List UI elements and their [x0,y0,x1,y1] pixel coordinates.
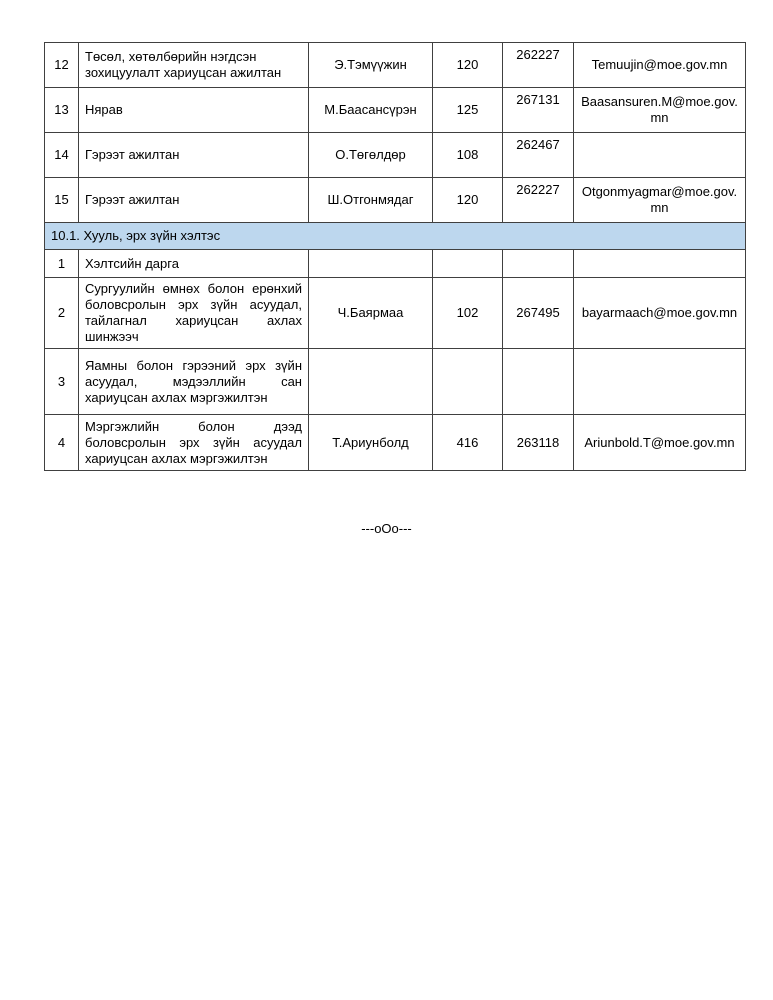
row-number-cell: 1 [45,250,79,278]
extension-cell: 108 [433,133,503,178]
email-cell: Ariunbold.T@moe.gov.mn [574,415,746,471]
table-row [45,278,746,349]
position-cell: Гэрээт ажилтан [79,178,309,223]
phone-cell: 262467 [503,133,574,178]
extension-cell: 416 [433,415,503,471]
row-number-cell: 3 [45,349,79,415]
extension-cell: 120 [433,43,503,88]
name-cell: Т.Ариунболд [309,415,433,471]
page-footer-separator: ---оОо--- [361,521,412,536]
row-number-cell: 12 [45,43,79,88]
phone-cell: 263118 [503,415,574,471]
email-cell: bayarmaach@moe.gov.mn [574,278,746,349]
table-row [45,43,746,88]
table-row [45,133,746,178]
name-cell [309,250,433,278]
row-number-cell: 4 [45,415,79,471]
position-cell: Мэргэжлийн болон дээд боловсролын эрх зүйн асуудал хариуцсан ахлах мэргэжилтэн [79,415,309,471]
section-title: 10.1. Хууль, эрх зүйн хэлтэс [45,223,746,250]
position-cell: Төсөл, хөтөлбөрийн нэгдсэн зохицуулалт хариуцсан ажилтан [79,43,309,88]
row-number-cell: 2 [45,278,79,349]
phone-cell [503,349,574,415]
name-cell: Э.Тэмүүжин [309,43,433,88]
table-row [45,88,746,133]
extension-cell [433,349,503,415]
extension-cell: 120 [433,178,503,223]
extension-cell: 102 [433,278,503,349]
staff-table [44,42,746,471]
position-cell: Сургуулийн өмнөх болон ерөнхий боловсролын эрх зүйн асуудал, тайлагнал хариуцсан ахлах шинжээч [79,278,309,349]
extension-cell [433,250,503,278]
name-cell [309,349,433,415]
position-cell: Яамны болон гэрээний эрх зүйн асуудал, мэдээллийн сан хариуцсан ахлах мэргэжилтэн [79,349,309,415]
email-cell [574,133,746,178]
table-row [45,250,746,278]
email-cell: Baasansuren.M@moe.gov.mn [574,88,746,133]
table-row [45,178,746,223]
extension-cell: 125 [433,88,503,133]
name-cell: Ч.Баярмаа [309,278,433,349]
phone-cell: 267131 [503,88,574,133]
position-cell: Хэлтсийн дарга [79,250,309,278]
phone-cell: 262227 [503,178,574,223]
table-row [45,415,746,471]
phone-cell: 262227 [503,43,574,88]
name-cell: О.Төгөлдөр [309,133,433,178]
position-cell: Гэрээт ажилтан [79,133,309,178]
row-number-cell: 14 [45,133,79,178]
name-cell: М.Баасансүрэн [309,88,433,133]
row-number-cell: 15 [45,178,79,223]
email-cell [574,349,746,415]
phone-cell: 267495 [503,278,574,349]
position-cell: Нярав [79,88,309,133]
phone-cell [503,250,574,278]
row-number-cell: 13 [45,88,79,133]
name-cell: Ш.Отгонмядаг [309,178,433,223]
table-row [45,349,746,415]
email-cell [574,250,746,278]
email-cell: Temuujin@moe.gov.mn [574,43,746,88]
email-cell: Otgonmyagmar@moe.gov.mn [574,178,746,223]
section-header-row [45,223,746,250]
